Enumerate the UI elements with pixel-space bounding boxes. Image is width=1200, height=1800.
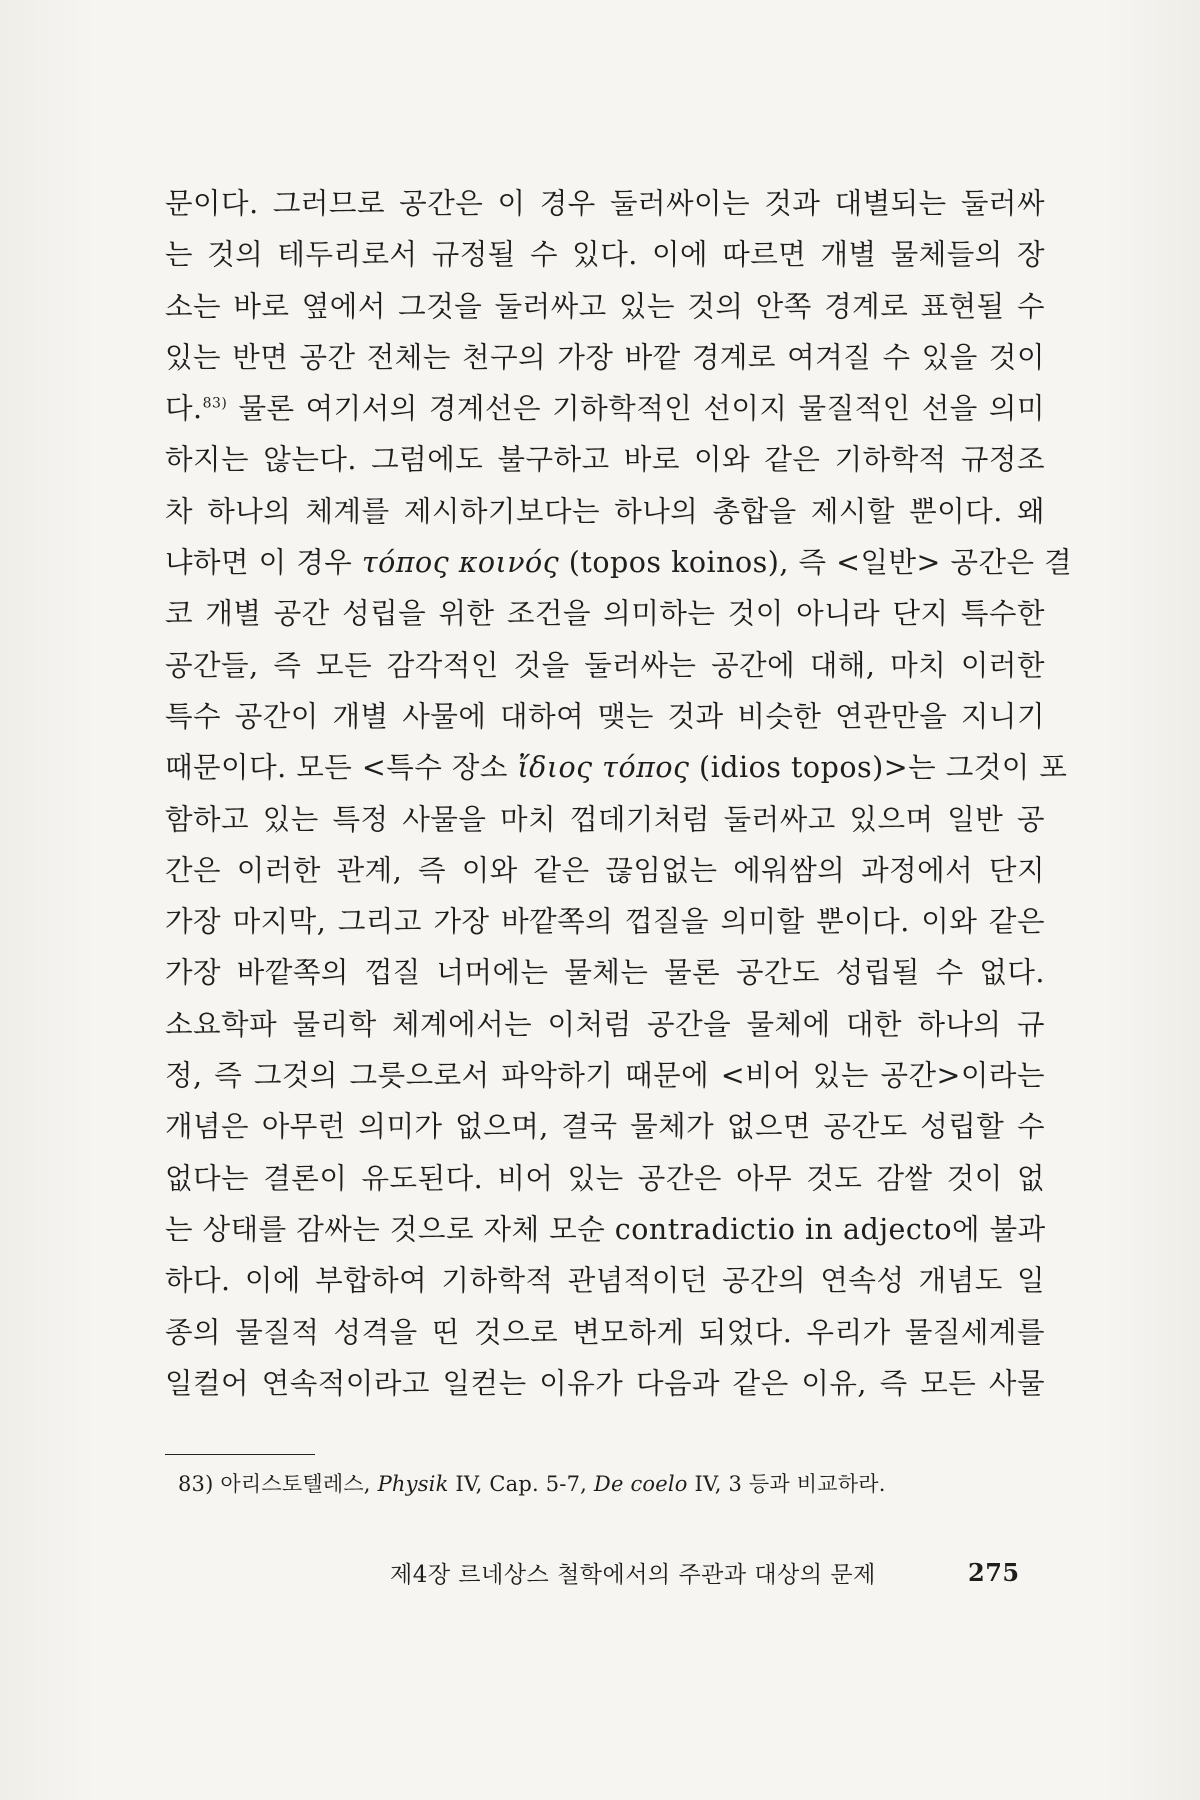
text-line-5-start: 다. — [165, 392, 203, 426]
greek-idios-topos: ἴδιος τόπος — [517, 751, 690, 785]
text-line-23: 종의 물질적 성격을 띤 것으로 변모하게 되었다. 우리가 물질세계를 — [165, 1315, 1045, 1349]
text-line-9: 코 개별 공간 성립을 위한 조건을 의미하는 것이 아니라 단지 특수한 — [165, 597, 1045, 631]
text-line-2: 는 것의 테두리로서 규정될 수 있다. 이에 따르면 개별 물체들의 장 — [165, 238, 1045, 272]
text-line-10: 공간들, 즉 모든 감각적인 것을 둘러싸는 공간에 대해, 마치 이러한 — [165, 648, 1045, 682]
text-line-5 — [165, 383, 1045, 434]
text-line-8-rest: (topos koinos), 즉 <일반> 공간은 결 — [568, 546, 1073, 580]
text-line-13: 함하고 있는 특정 사물을 마치 껍데기처럼 둘러싸고 있으며 일반 공 — [165, 802, 1045, 836]
footnote-number: 83) — [178, 1472, 214, 1496]
greek-topos-koinos: τόπος κοινός — [361, 546, 560, 580]
text-line-24: 일컬어 연속적이라고 일컫는 이유가 다음과 같은 이유, 즉 모든 사물 — [165, 1366, 1045, 1400]
text-line-17: 소요학파 물리학 체계에서는 이처럼 공간을 물체에 대한 하나의 규 — [165, 1007, 1045, 1041]
text-line-5-rest: 물론 여기서의 경계선은 기하학적인 선이지 물질적인 선을 의미 — [238, 392, 1045, 426]
text-line-12-start: 때문이다. 모든 <특수 장소 — [165, 751, 508, 785]
text-line-8 — [165, 537, 1073, 588]
text-line-21: 는 상태를 감싸는 것으로 자체 모순 contradictio in adjecto에 불과 — [165, 1212, 1046, 1246]
footnote-ref-2: IV, 3 등과 비교하라. — [694, 1472, 886, 1496]
text-line-16: 가장 바깥쪽의 껍질 너머에는 물체는 물론 공간도 성립될 수 없다. — [165, 956, 1045, 990]
footnote-divider — [165, 1454, 315, 1455]
text-line-12-rest: (idios topos)>는 그것이 포 — [699, 751, 1068, 785]
page-number: 275 — [968, 1558, 1020, 1587]
text-line-22: 하다. 이에 부합하여 기하학적 관념적이던 공간의 연속성 개념도 일 — [165, 1264, 1045, 1298]
text-line-11: 특수 공간이 개별 사물에 대하여 맺는 것과 비슷한 연관만을 지니기 — [165, 699, 1045, 733]
text-line-7: 차 하나의 체계를 제시하기보다는 하나의 총합을 제시할 뿐이다. 왜 — [165, 494, 1045, 528]
text-line-20: 없다는 결론이 유도된다. 비어 있는 공간은 아무 것도 감쌀 것이 없 — [165, 1161, 1045, 1195]
footnote-83 — [178, 1468, 886, 1500]
text-line-19: 개념은 아무런 의미가 없으며, 결국 물체가 없으면 공간도 성립할 수 — [165, 1110, 1045, 1144]
text-line-8-start: 냐하면 이 경우 — [165, 546, 353, 580]
text-line-6: 하지는 않는다. 그럼에도 불구하고 바로 이와 같은 기하학적 규정조 — [165, 443, 1045, 477]
text-line-14: 간은 이러한 관계, 즉 이와 같은 끊임없는 에워쌈의 과정에서 단지 — [165, 853, 1045, 887]
text-line-3: 소는 바로 옆에서 그것을 둘러싸고 있는 것의 안쪽 경계로 표현될 수 — [165, 289, 1045, 323]
footnote-author: 아리스토텔레스, — [220, 1472, 371, 1496]
footnote-reference-83: 83) — [202, 395, 228, 412]
running-footer: 제4장 르네상스 철학에서의 주관과 대상의 문제 — [390, 1562, 876, 1588]
text-line-4: 있는 반면 공간 전체는 천구의 가장 바깥 경계로 여겨질 수 있을 것이 — [165, 340, 1045, 374]
text-line-1: 문이다. 그러므로 공간은 이 경우 둘러싸이는 것과 대별되는 둘러싸 — [165, 187, 1045, 220]
text-line-18: 정, 즉 그것의 그릇으로서 파악하기 때문에 <비어 있는 공간>이라는 — [165, 1059, 1045, 1093]
text-line-15: 가장 마지막, 그리고 가장 바깥쪽의 껍질을 의미할 뿐이다. 이와 같은 — [165, 905, 1045, 939]
footnote-title-physik: Physik — [377, 1472, 449, 1496]
body-text — [165, 178, 1073, 1409]
footnote-ref-1: IV, Cap. 5-7, — [455, 1472, 588, 1496]
text-line-12 — [165, 742, 1068, 793]
footnote-title-de-coelo: De coelo — [593, 1472, 688, 1496]
